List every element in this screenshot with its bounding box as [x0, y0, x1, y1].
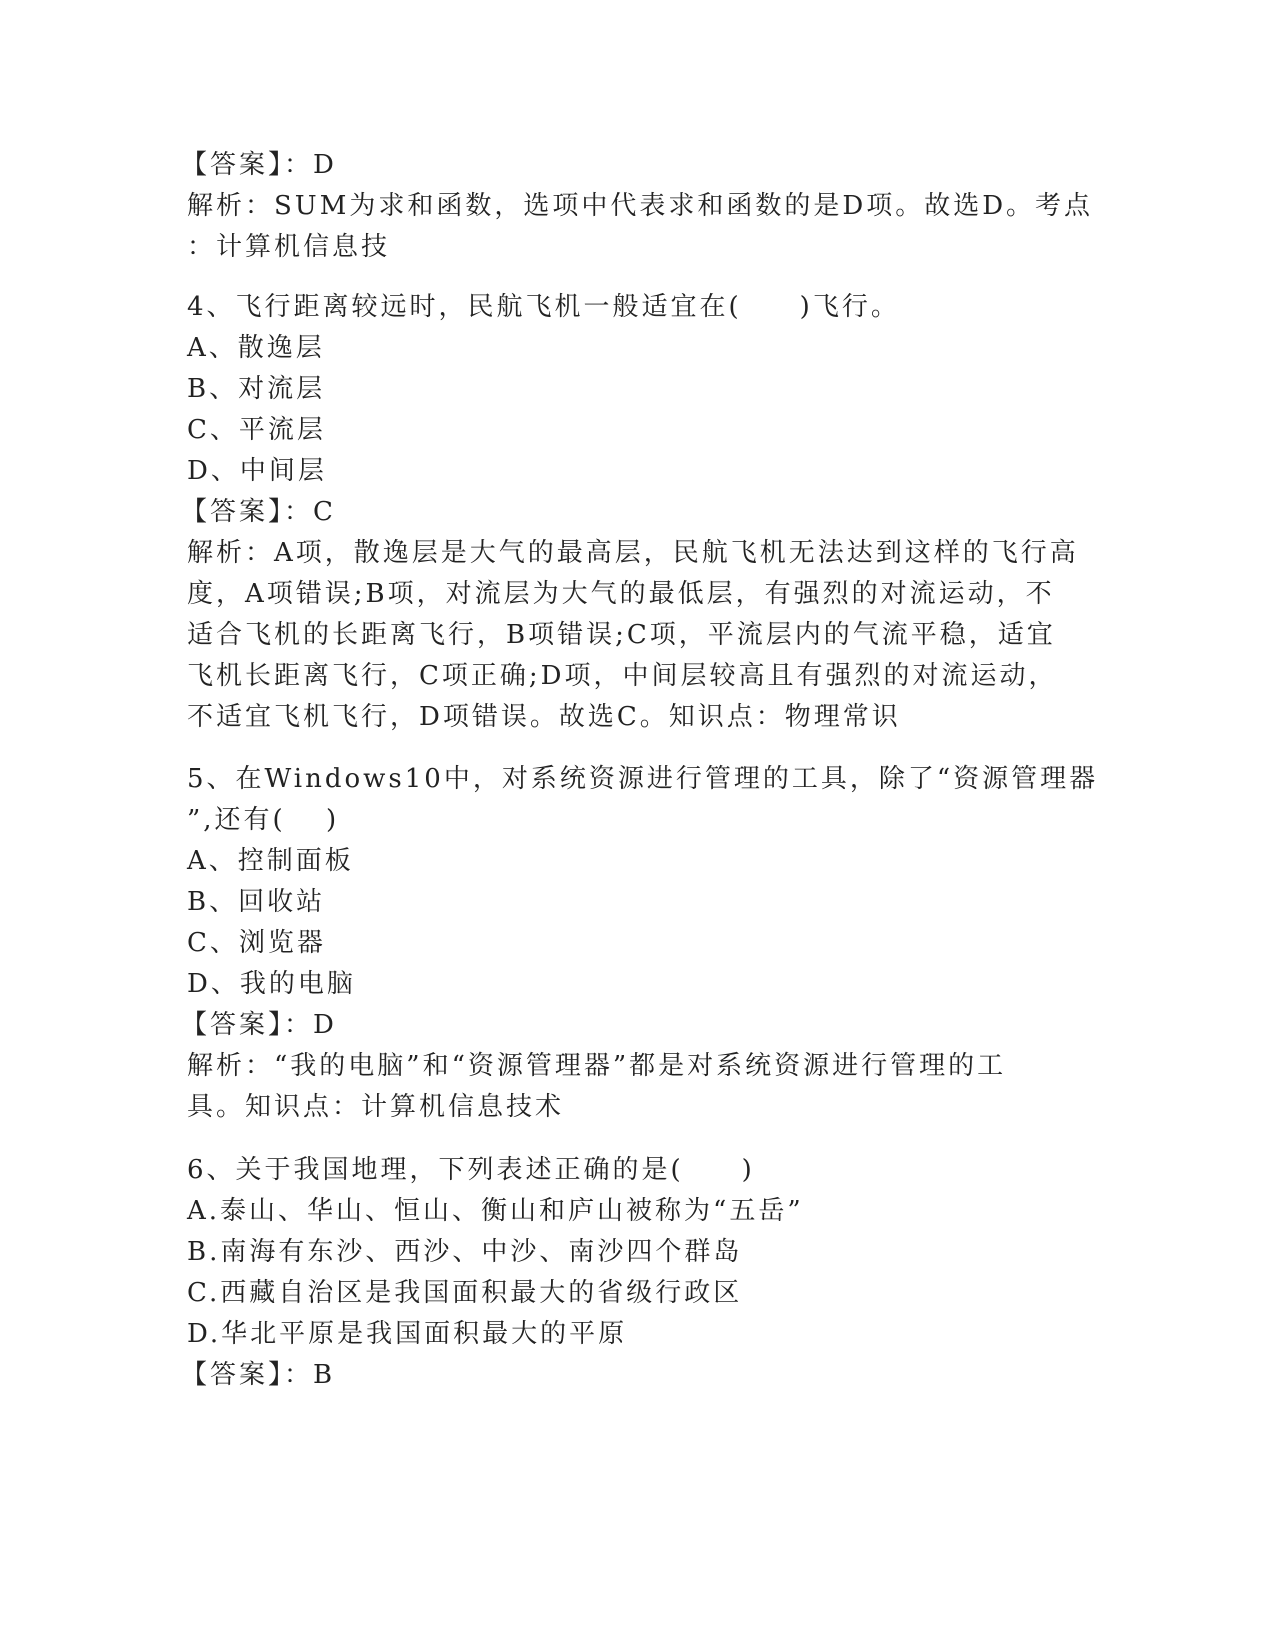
q4-analysis-line-3: 适合飞机的长距离飞行，B项错误;C项，平流层内的气流平稳，适宜	[187, 620, 1056, 650]
q4-analysis-line-5: 不适宜飞机飞行，D项错误。故选C。知识点：物理常识	[187, 702, 901, 732]
q5-question-line-2: ”,还有( )	[187, 805, 340, 835]
q4-option-b: B、对流层	[187, 374, 326, 404]
q6-answer: 【答案】：B	[181, 1360, 336, 1390]
q5-option-d: D、我的电脑	[187, 969, 356, 999]
q5-answer: 【答案】：D	[181, 1010, 337, 1040]
q6-option-c: C.西藏自治区是我国面积最大的省级行政区	[187, 1278, 743, 1308]
q5-option-b: B、回收站	[187, 887, 326, 917]
q3-analysis-line-1: 解析：SUM为求和函数，选项中代表求和函数的是D项。故选D。考点	[187, 191, 1094, 221]
q5-option-a: A、控制面板	[187, 846, 354, 876]
q6-question: 6、关于我国地理，下列表述正确的是( )	[187, 1155, 755, 1185]
q3-analysis-line-2: ：计算机信息技	[187, 232, 391, 262]
q4-analysis-line-1: 解析：A项，散逸层是大气的最高层，民航飞机无法达到这样的飞行高	[187, 538, 1079, 568]
q4-analysis-line-2: 度，A项错误;B项，对流层为大气的最低层，有强烈的对流运动，不	[187, 579, 1055, 609]
q4-question: 4、飞行距离较远时，民航飞机一般适宜在( )飞行。	[187, 292, 900, 322]
q4-option-c: C、平流层	[187, 415, 326, 445]
q5-analysis-line-1: 解析：“我的电脑”和“资源管理器”都是对系统资源进行管理的工	[187, 1051, 1007, 1081]
q4-option-a: A、散逸层	[187, 333, 325, 363]
q6-option-a: A.泰山、华山、恒山、衡山和庐山被称为“五岳”	[187, 1196, 804, 1226]
q4-analysis-line-4: 飞机长距离飞行，C项正确;D项，中间层较高且有强烈的对流运动，	[187, 661, 1058, 691]
q5-analysis-line-2: 具。知识点：计算机信息技术	[187, 1092, 565, 1122]
q6-option-b: B.南海有东沙、西沙、中沙、南沙四个群岛	[187, 1237, 743, 1267]
q4-answer: 【答案】：C	[181, 497, 336, 527]
q6-option-d: D.华北平原是我国面积最大的平原	[187, 1319, 628, 1349]
q5-option-c: C、浏览器	[187, 928, 326, 958]
q5-question-line-1: 5、在Windows10中，对系统资源进行管理的工具，除了“资源管理器	[187, 764, 1099, 794]
q4-option-d: D、中间层	[187, 456, 327, 486]
q3-answer: 【答案】：D	[181, 150, 337, 180]
